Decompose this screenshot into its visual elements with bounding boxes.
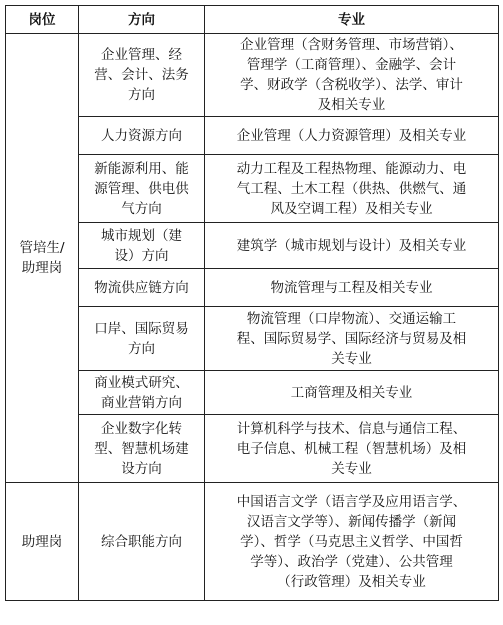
major-line: 风及空调工程）及相关专业 (270, 200, 433, 217)
major-line: 关专业 (331, 460, 372, 477)
direction-line: 设）方向 (114, 247, 169, 264)
direction-cell (79, 307, 205, 371)
direction-line: 型、智慧机场建 (94, 440, 189, 457)
direction-cell (79, 34, 205, 117)
major-line: 关专业 (331, 350, 372, 367)
direction-cell (79, 415, 205, 483)
major-line: 企业管理（含财务管理、市场营销）、 (240, 37, 463, 53)
recruitment-table (5, 5, 499, 601)
major-cell (205, 155, 499, 223)
major-line: 企业管理（人力资源管理）及相关专业 (236, 127, 467, 144)
direction-line: 设方向 (121, 460, 162, 477)
direction-line: 人力资源方向 (101, 127, 182, 144)
position-line: 管培生/ (19, 240, 65, 256)
direction-cell (79, 155, 205, 223)
major-cell (205, 117, 499, 155)
table-row (6, 415, 499, 483)
table-row (6, 483, 499, 601)
header-major: 专业 (205, 6, 499, 34)
major-cell (205, 34, 499, 117)
major-line: 学、财政学（含税收学）、法学、审计 (240, 77, 463, 93)
major-line: 动力工程及工程热物理、能源动力、电 (236, 160, 467, 177)
major-cell (205, 483, 499, 601)
table-row (6, 223, 499, 269)
major-line: 程、国际贸易学、国际经济与贸易及相 (236, 330, 467, 347)
direction-cell (79, 483, 205, 601)
major-line: 学等）、政治学（党建）、公共管理 (250, 553, 453, 570)
direction-cell (79, 269, 205, 307)
major-line: 物流管理与工程及相关专业 (270, 279, 433, 296)
direction-line: 气方向 (121, 200, 162, 217)
header-row (6, 6, 499, 34)
direction-line: 物流供应链方向 (94, 279, 189, 296)
table-row (6, 307, 499, 371)
direction-cell (79, 371, 205, 415)
direction-line: 新能源利用、能 (94, 160, 189, 177)
header-position: 岗位 (6, 6, 79, 34)
direction-line: 综合职能方向 (101, 533, 182, 550)
major-line: 中国语言文学（语言学及应用语言学、 (236, 493, 467, 510)
major-cell (205, 269, 499, 307)
direction-line: 方向 (128, 87, 155, 103)
table-row (6, 117, 499, 155)
major-line: 计算机科学与技术、信息与通信工程、 (236, 420, 467, 437)
major-cell (205, 415, 499, 483)
position-cell (6, 483, 79, 601)
major-line: 学）、哲学（马克思主义哲学、中国哲 (240, 533, 463, 550)
direction-line: 源管理、供电供 (94, 180, 189, 197)
position-cell (6, 34, 79, 483)
direction-line: 商业模式研究、 (94, 374, 189, 391)
table-row (6, 34, 499, 117)
header-direction: 方向 (79, 6, 205, 34)
major-line: 及相关专业 (317, 97, 386, 113)
major-line: 汉语言文学等）、新闻传播学（新闻 (246, 513, 457, 530)
major-cell (205, 307, 499, 371)
direction-line: 口岸、国际贸易 (94, 320, 189, 337)
position-line: 助理岗 (21, 260, 63, 276)
direction-line: 营、会计、法务 (94, 67, 189, 83)
major-line: （行政管理）及相关专业 (277, 573, 426, 590)
table-row (6, 269, 499, 307)
direction-line: 方向 (128, 340, 155, 357)
table-row (6, 371, 499, 415)
position-line: 助理岗 (21, 533, 63, 550)
major-line: 工商管理及相关专业 (290, 384, 413, 401)
major-line: 物流管理（口岸物流）、交通运输工 (246, 310, 457, 327)
direction-cell (79, 223, 205, 269)
major-cell (205, 223, 499, 269)
direction-line: 城市规划（建 (101, 227, 182, 244)
major-cell (205, 371, 499, 415)
major-line: 建筑学（城市规划与设计）及相关专业 (236, 237, 467, 254)
major-line: 电子信息、机械工程（智慧机场）及相 (236, 440, 467, 457)
direction-line: 企业数字化转 (101, 420, 182, 437)
major-line: 管理学（工商管理）、金融学、会计 (246, 57, 457, 73)
major-line: 气工程、土木工程（供热、供燃气、通 (236, 180, 467, 197)
direction-cell (79, 117, 205, 155)
table-row (6, 155, 499, 223)
direction-line: 商业营销方向 (101, 394, 182, 411)
direction-line: 企业管理、经 (101, 47, 182, 63)
